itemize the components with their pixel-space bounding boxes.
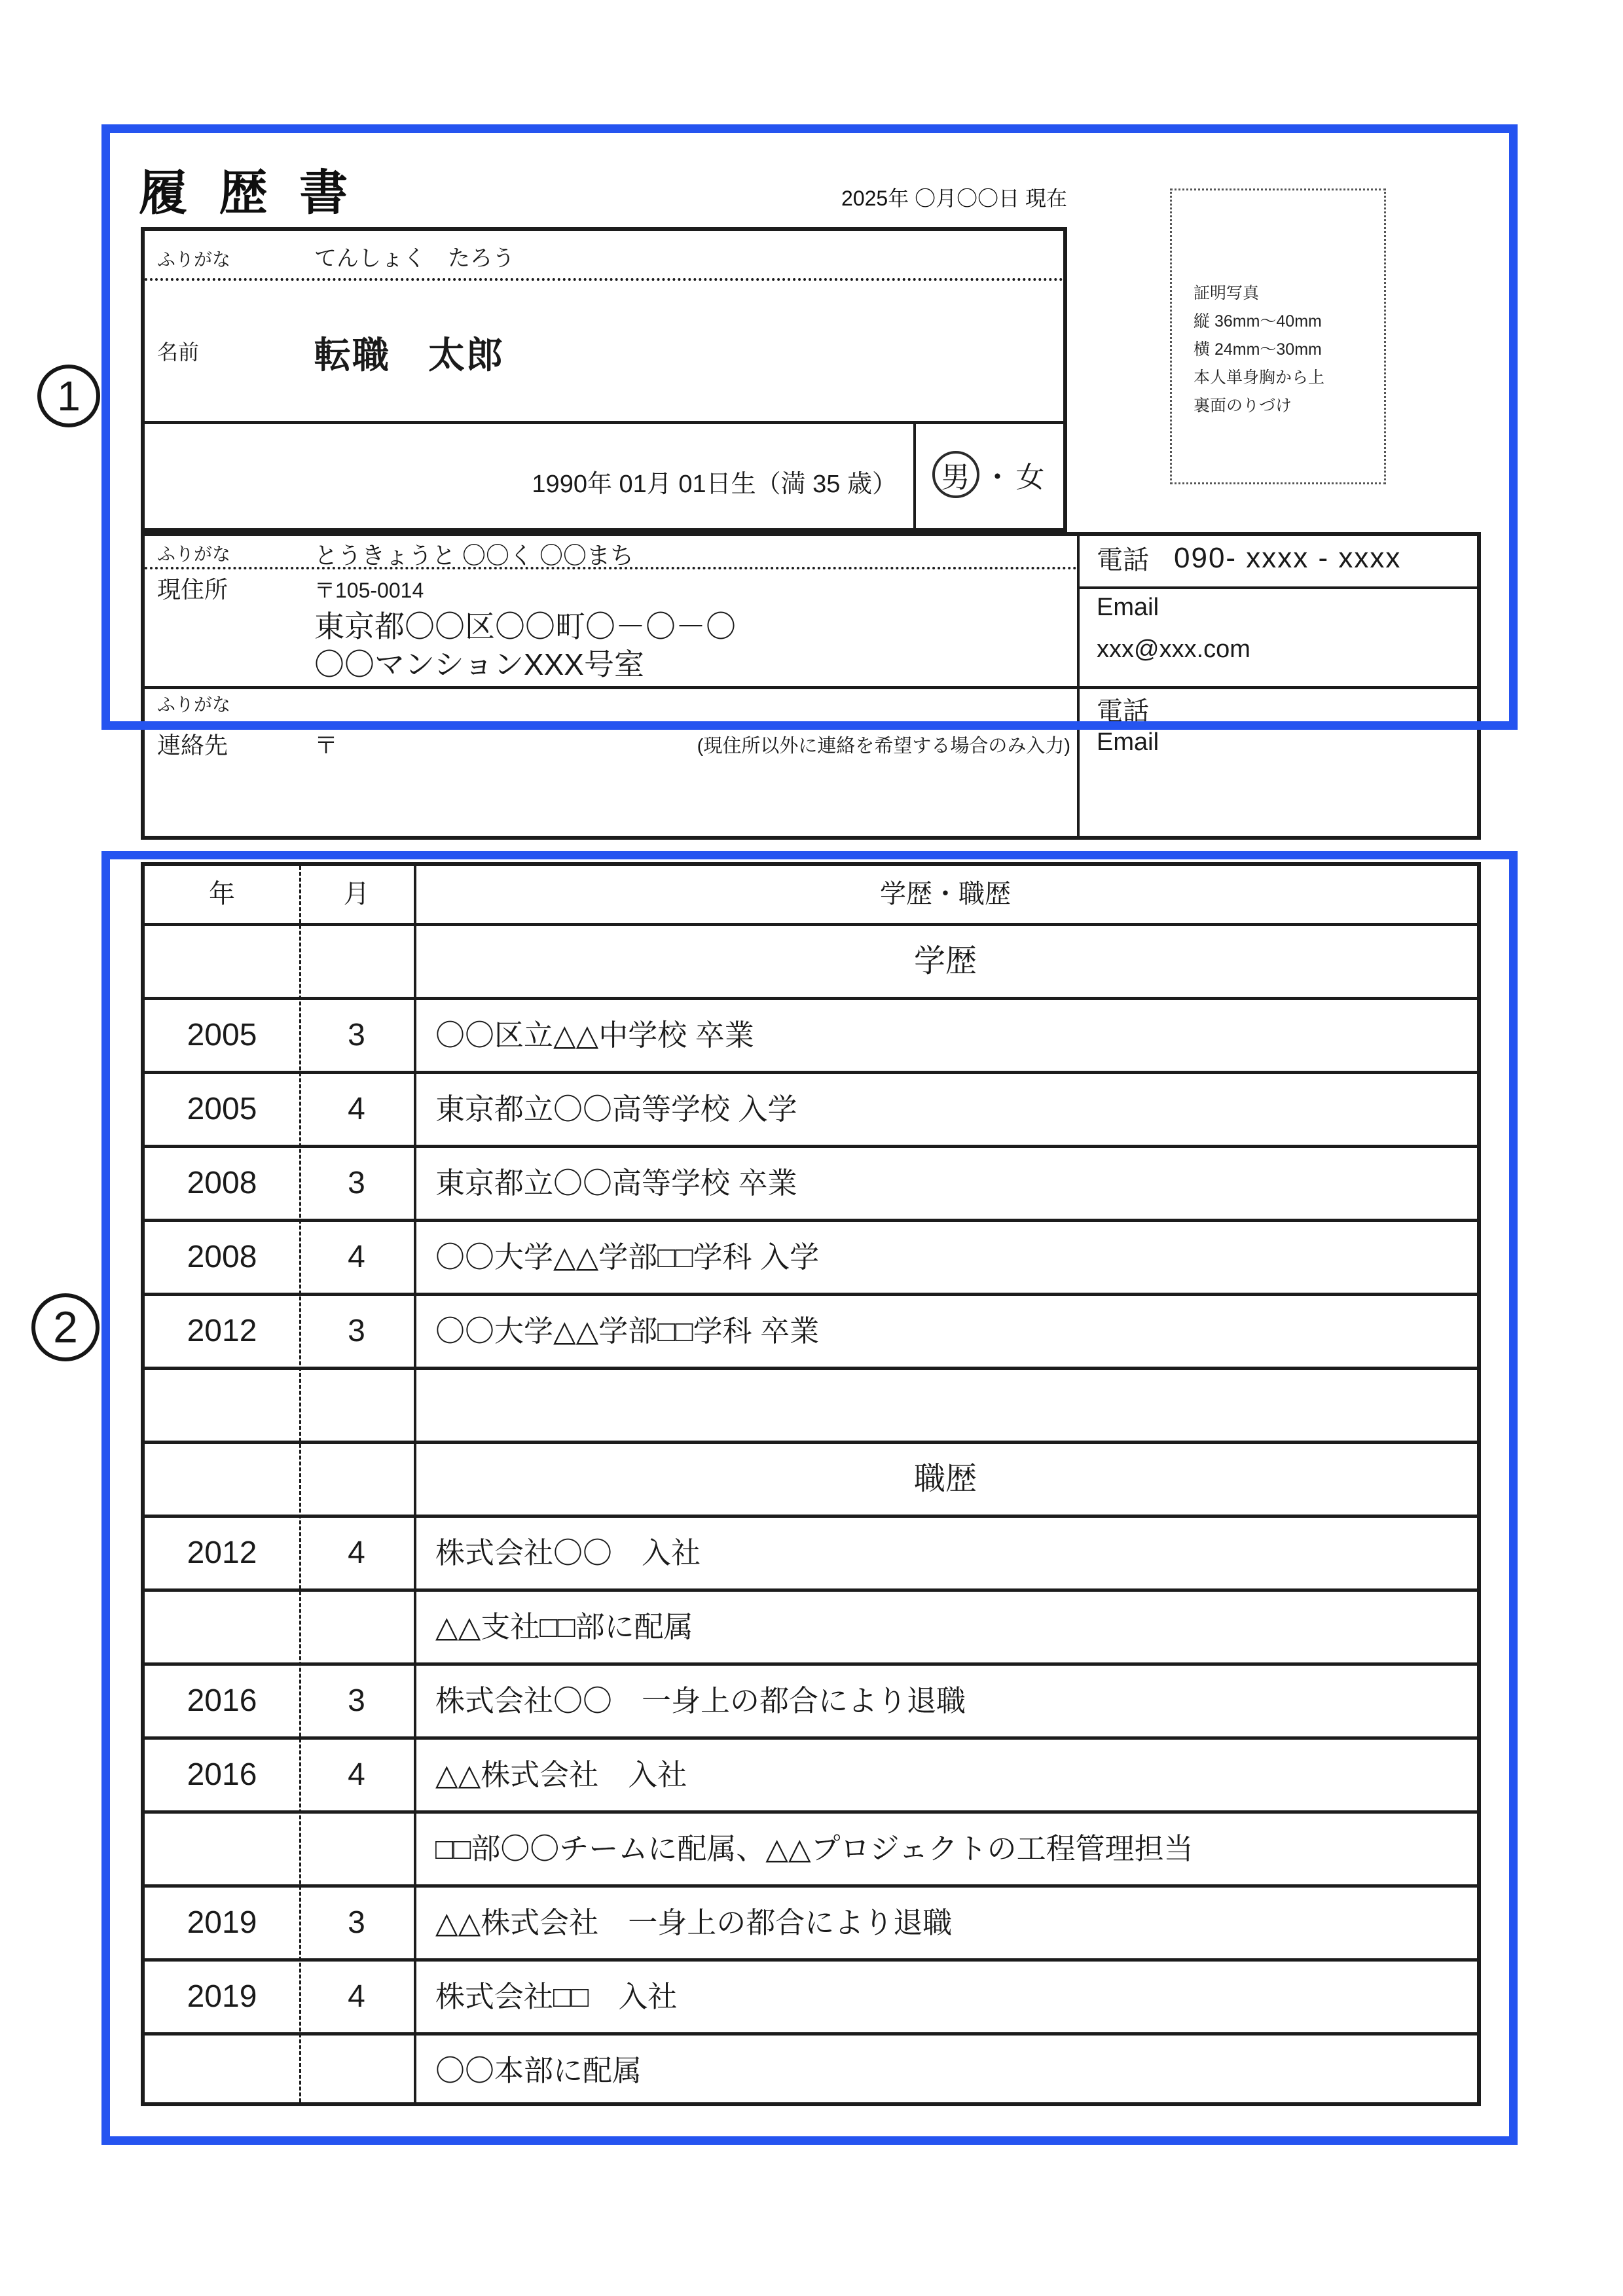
contact-phone-label: 電話 [1097, 697, 1149, 726]
cell-month: 3 [348, 1905, 365, 1940]
address-table [141, 532, 1481, 840]
phone-row-divider [1077, 586, 1477, 589]
dotted-divider [145, 721, 1077, 724]
contact-email-label: Email [1097, 728, 1159, 756]
cell-month: 4 [348, 1979, 365, 2014]
cell-month: 3 [348, 1314, 365, 1348]
name-value: 転職 太郎 [314, 334, 504, 376]
cell-text: 東京都立〇〇高等学校 入学 [435, 1092, 797, 1126]
cell-year [145, 1814, 299, 1884]
address-line1: 東京都〇〇区〇〇町〇－〇－〇 [314, 609, 736, 643]
history-row [145, 1736, 1477, 1810]
section-2-marker [31, 1293, 100, 1361]
history-row [145, 1958, 1477, 2032]
cell-text: □□部〇〇チームに配属、△△プロジェクトの工程管理担当 [435, 1832, 1194, 1865]
cell-year: 2005 [187, 1092, 257, 1126]
name-furigana-value: てんしょく たろう [314, 246, 515, 271]
cell-month: 3 [348, 1683, 365, 1718]
header-history: 学歴・職歴 [880, 880, 1011, 908]
cell-year: 2016 [187, 1757, 257, 1792]
history-row [145, 923, 1477, 997]
cell-month: 4 [348, 1092, 365, 1126]
history-row [145, 997, 1477, 1071]
cell-text: 〇〇大学△△学部□□学科 卒業 [435, 1314, 820, 1348]
cell-year: 2012 [187, 1314, 257, 1348]
cell-year: 2016 [187, 1683, 257, 1718]
block-divider [145, 686, 1477, 689]
page-title: 履 歴 書 [139, 166, 357, 220]
gender-separator: ・ [983, 461, 1012, 493]
cell-text: △△支社□□部に配属 [435, 1610, 693, 1643]
cell-year [145, 926, 299, 997]
email-label: Email [1097, 594, 1159, 621]
date-note: 2025年 〇月〇〇日 現在 [841, 187, 1067, 210]
gender-male-label: 男 [941, 461, 970, 493]
history-row [145, 1071, 1477, 1145]
contact-note: (現住所以外に連絡を希望する場合のみ入力) [697, 736, 1070, 757]
photo-placeholder-box [1170, 188, 1386, 484]
cell-month [299, 2036, 414, 2106]
section-2-number: 2 [53, 1302, 78, 1352]
cell-year: 2008 [187, 1166, 257, 1200]
cell-year: 2005 [187, 1018, 257, 1052]
address-furigana-label: ふりがな [157, 544, 231, 564]
cell-month [299, 1592, 414, 1662]
photo-line: 裏面のりづけ [1194, 397, 1292, 415]
cell-month [299, 1370, 414, 1441]
header-month: 月 [343, 880, 370, 908]
cell-month [299, 1444, 414, 1515]
gender-female-label: 女 [1015, 461, 1045, 493]
phone-label: 電話 [1097, 546, 1149, 575]
gender-cell [913, 421, 1063, 528]
cell-text: 株式会社〇〇 入社 [435, 1536, 701, 1570]
cell-month: 3 [348, 1018, 365, 1052]
year-month-divider [299, 866, 301, 2102]
address-postal-code: 〒105-0014 [314, 579, 424, 602]
cell-month: 4 [348, 1240, 365, 1274]
history-row [145, 1145, 1477, 1219]
cell-year [145, 1592, 299, 1662]
birthdate-text: 1990年 01月 01日生（満 35 歳） [532, 471, 897, 498]
cell-month: 4 [348, 1757, 365, 1792]
phone-value: 090- xxxx - xxxx [1174, 542, 1402, 574]
cell-text: 株式会社〇〇 一身上の都合により退職 [435, 1684, 966, 1717]
address-line2: 〇〇マンションXXX号室 [314, 647, 644, 681]
cell-text: 学歴 [913, 944, 977, 978]
email-value: xxx@xxx.com [1097, 636, 1250, 663]
cell-year [145, 1370, 299, 1441]
cell-text: 東京都立〇〇高等学校 卒業 [435, 1166, 797, 1200]
cell-text: 株式会社□□ 入社 [435, 1980, 678, 2013]
cell-year: 2008 [187, 1240, 257, 1274]
cell-year [145, 1444, 299, 1515]
history-row [145, 1367, 1477, 1441]
history-row [145, 1219, 1477, 1293]
history-row [145, 1588, 1477, 1662]
cell-year: 2012 [187, 1535, 257, 1570]
gender-male-circled [932, 451, 979, 498]
address-label: 現住所 [157, 576, 228, 603]
contact-label: 連絡先 [157, 732, 228, 759]
history-row [145, 2032, 1477, 2102]
cell-text: △△株式会社 一身上の都合により退職 [435, 1906, 953, 1939]
section-1-marker [37, 365, 100, 427]
header-year: 年 [209, 880, 235, 908]
cell-month: 3 [348, 1166, 365, 1200]
history-row [145, 1441, 1477, 1515]
history-row [145, 1662, 1477, 1736]
dotted-divider [145, 278, 1063, 281]
cell-text: 〇〇区立△△中学校 卒業 [435, 1018, 754, 1052]
contact-postal-mark: 〒 [314, 732, 338, 759]
photo-instructions [1194, 279, 1324, 420]
history-row [145, 1884, 1477, 1958]
name-label: 名前 [157, 340, 200, 364]
history-row [145, 1293, 1477, 1367]
cell-year: 2019 [187, 1905, 257, 1940]
photo-line: 本人単身胸から上 [1194, 368, 1325, 387]
cell-text: 職歴 [913, 1462, 977, 1496]
photo-line: 証明写真 [1194, 284, 1260, 302]
photo-line: 横 24mm〜30mm [1194, 340, 1322, 359]
photo-line: 縦 36mm〜40mm [1194, 312, 1322, 331]
cell-text [414, 1370, 1477, 1441]
history-table [141, 862, 1481, 2106]
cell-text: 〇〇本部に配属 [435, 2054, 642, 2087]
section-1-number: 1 [57, 372, 81, 420]
name-furigana-label: ふりがな [157, 249, 231, 270]
cell-text: 〇〇大学△△学部□□学科 入学 [435, 1240, 820, 1274]
contact-furigana-label: ふりがな [157, 694, 231, 715]
cell-text: △△株式会社 入社 [435, 1758, 687, 1791]
cell-year [145, 2036, 299, 2106]
history-row [145, 1515, 1477, 1588]
cell-month [299, 1814, 414, 1884]
cell-month: 4 [348, 1535, 365, 1570]
history-row [145, 1810, 1477, 1884]
month-history-divider [414, 866, 416, 2102]
name-table [141, 227, 1067, 532]
address-furigana-value: とうきょうと 〇〇く 〇〇まち [314, 542, 634, 569]
cell-year: 2019 [187, 1979, 257, 2014]
cell-month [299, 926, 414, 997]
